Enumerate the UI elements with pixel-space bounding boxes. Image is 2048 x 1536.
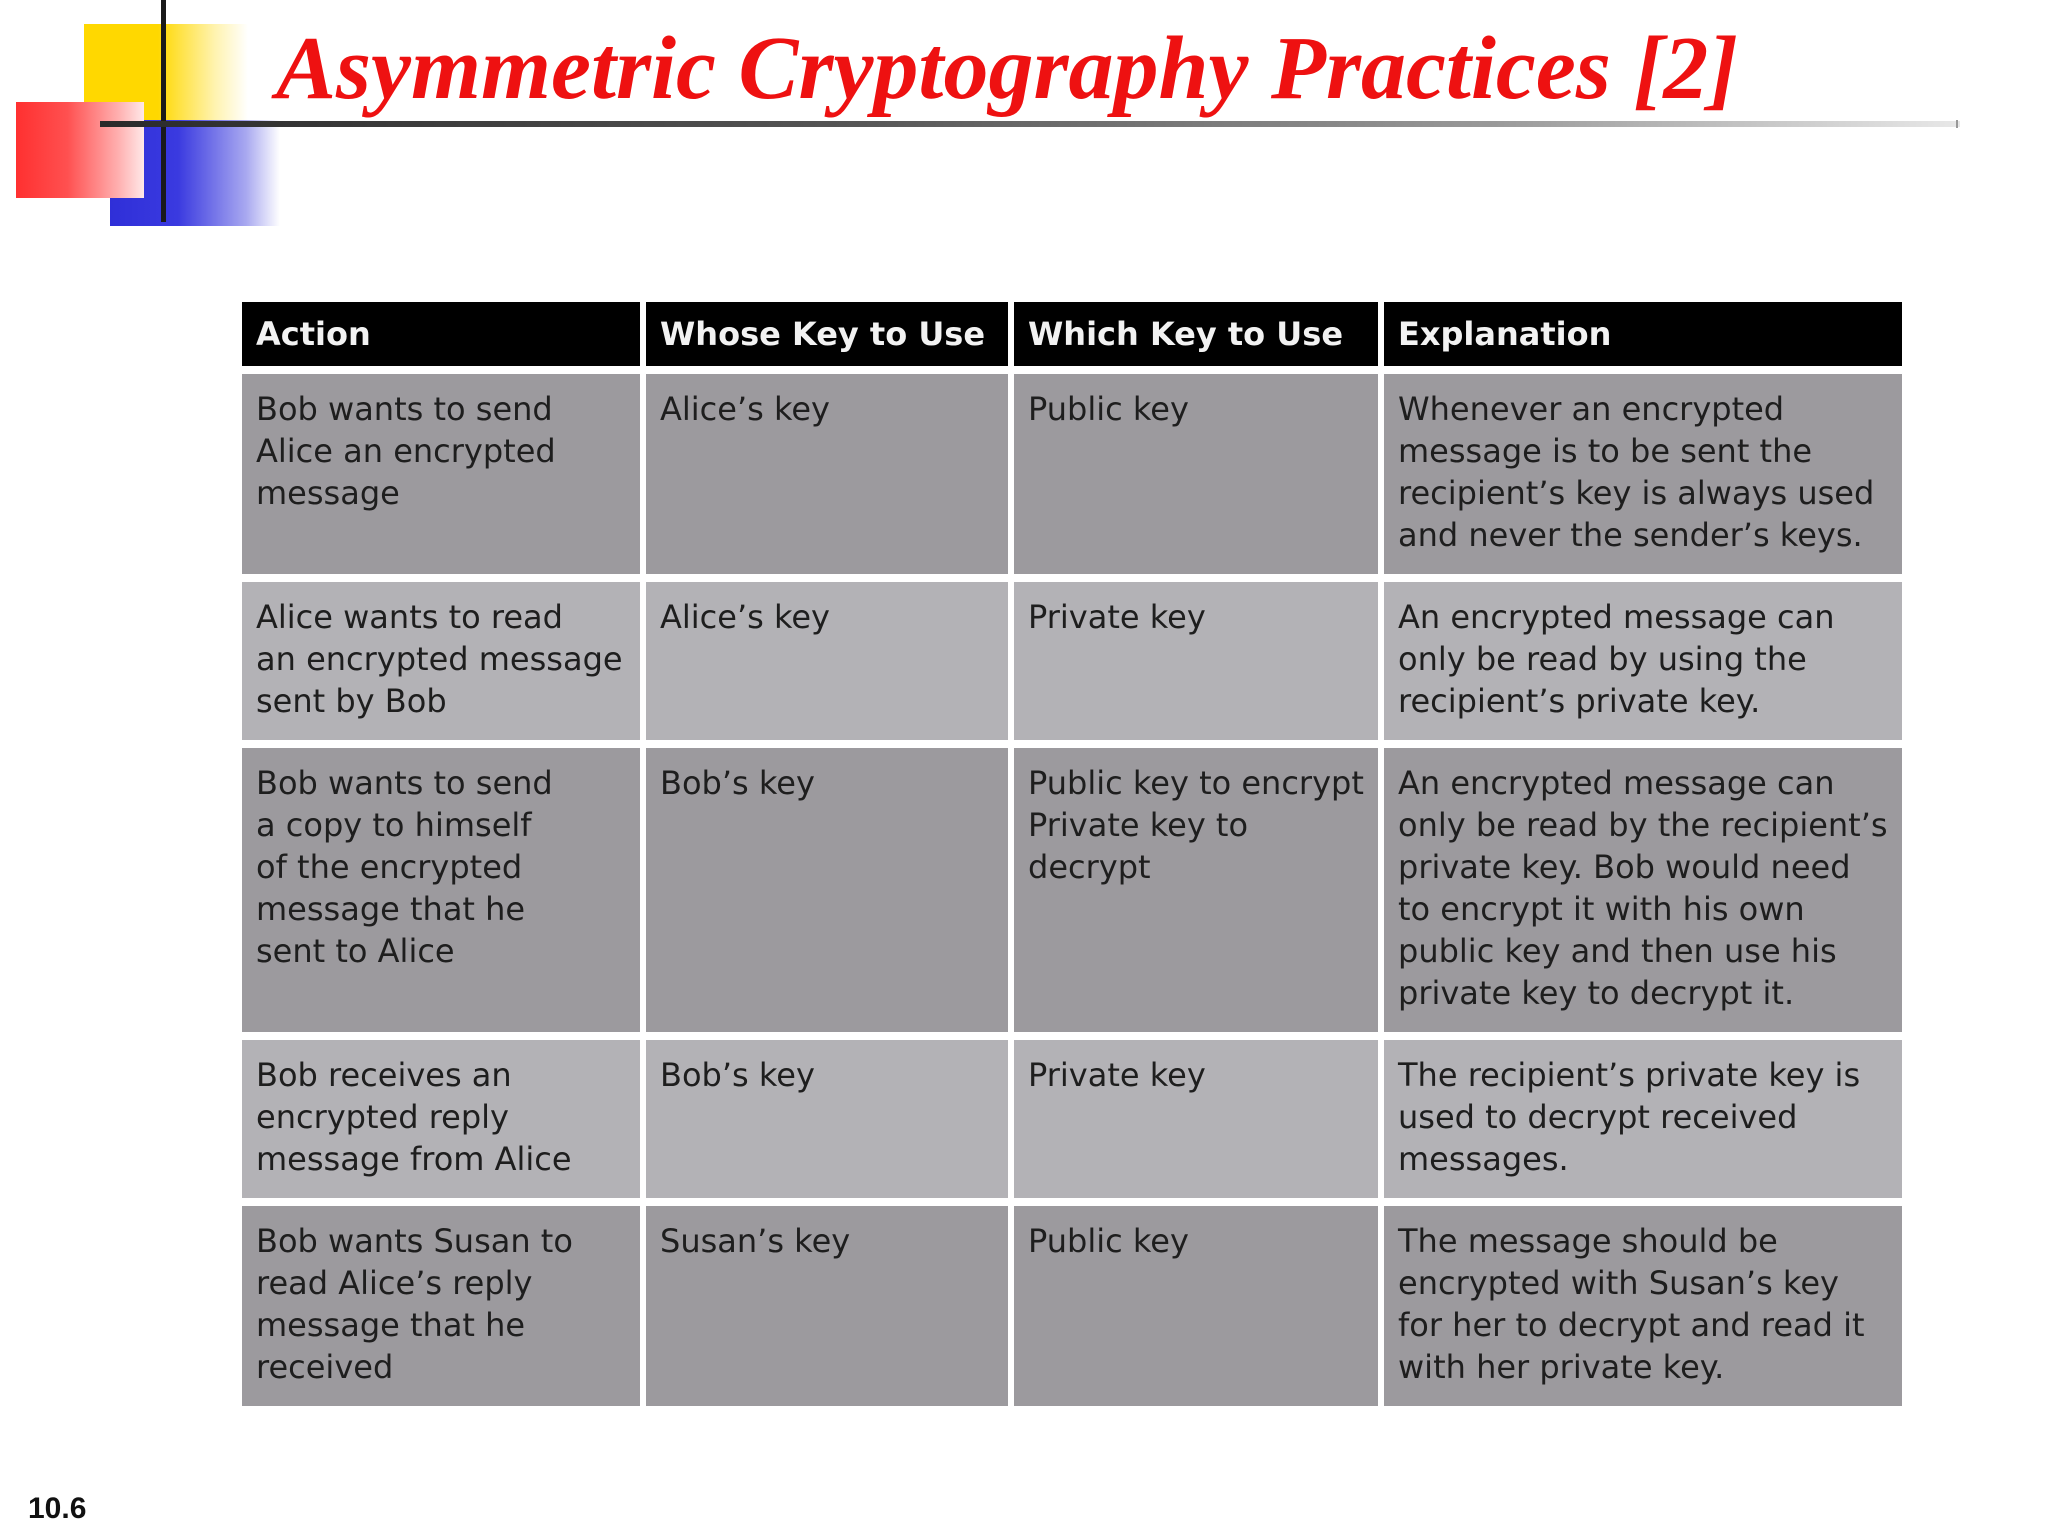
slide-number: 10.6 xyxy=(28,1492,87,1525)
header-explanation: Explanation xyxy=(1384,302,1902,366)
cell-action: Bob receives an encrypted reply message from Alice xyxy=(242,1040,640,1198)
cell-which-key: Public key to encrypt Private key to decrypt xyxy=(1014,748,1378,1032)
cell-explanation: An encrypted message can only be read by the recipient’s private key. Bob would need to encrypt it with his own public key and then use his private key to decrypt it. xyxy=(1384,748,1902,1032)
table-row xyxy=(242,748,1902,1032)
decor-vertical-line xyxy=(161,0,166,222)
cell-which-key: Private key xyxy=(1014,1040,1378,1198)
cell-action: Bob wants to send Alice an encrypted message xyxy=(242,374,640,574)
cell-whose-key: Bob’s key xyxy=(646,1040,1008,1198)
decor-tick xyxy=(1956,120,1958,128)
key-usage-table xyxy=(236,294,1908,1414)
cell-whose-key: Susan’s key xyxy=(646,1206,1008,1406)
cell-action: Bob wants Susan to read Alice’s reply message that he received xyxy=(242,1206,640,1406)
table-row xyxy=(242,1040,1902,1198)
cell-action: Alice wants to read an encrypted message sent by Bob xyxy=(242,582,640,740)
cell-which-key: Public key xyxy=(1014,374,1378,574)
header-which-key: Which Key to Use xyxy=(1014,302,1378,366)
cell-explanation: The recipient’s private key is used to decrypt received messages. xyxy=(1384,1040,1902,1198)
header-action: Action xyxy=(242,302,640,366)
cell-action: Bob wants to send a copy to himself of the encrypted message that he sent to Alice xyxy=(242,748,640,1032)
table-row xyxy=(242,1206,1902,1406)
cell-whose-key: Alice’s key xyxy=(646,582,1008,740)
table-header-row xyxy=(242,302,1902,366)
key-usage-table-container xyxy=(236,294,1896,1414)
table-row xyxy=(242,582,1902,740)
cell-which-key: Public key xyxy=(1014,1206,1378,1406)
cell-which-key: Private key xyxy=(1014,582,1378,740)
cell-whose-key: Bob’s key xyxy=(646,748,1008,1032)
table-row xyxy=(242,374,1902,574)
header-whose-key: Whose Key to Use xyxy=(646,302,1008,366)
decor-red-square xyxy=(16,102,144,198)
cell-explanation: An encrypted message can only be read by using the recipient’s private key. xyxy=(1384,582,1902,740)
cell-explanation: Whenever an encrypted message is to be sent the recipient’s key is always used and never the sender’s keys. xyxy=(1384,374,1902,574)
cell-explanation: The message should be encrypted with Susan’s key for her to decrypt and read it with her private key. xyxy=(1384,1206,1902,1406)
cell-whose-key: Alice’s key xyxy=(646,374,1008,574)
slide-title: Asymmetric Cryptography Practices [2] xyxy=(276,19,1739,118)
